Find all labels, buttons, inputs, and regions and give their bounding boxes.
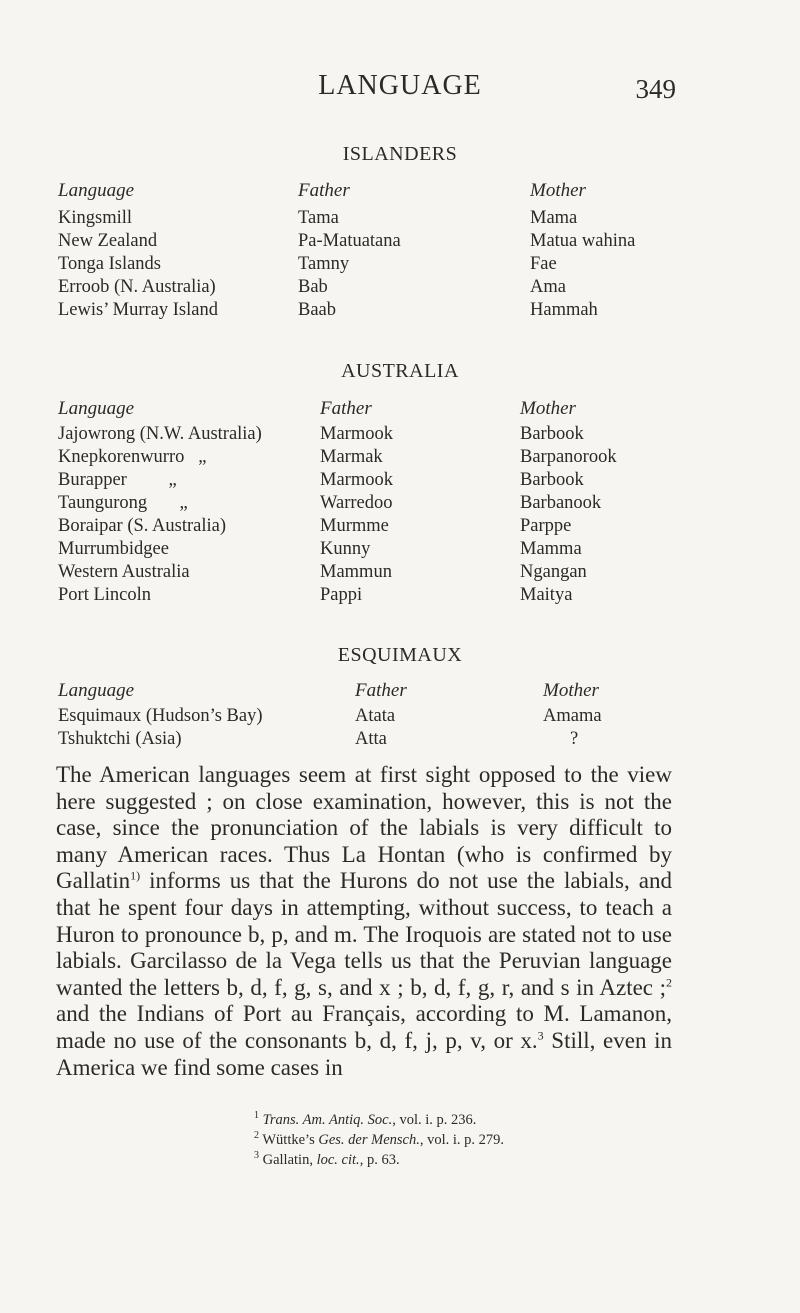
column-head-mother: Mother	[543, 680, 599, 701]
table-row-mother: Barbook	[520, 470, 584, 490]
footnote-text: Gallatin,	[262, 1152, 317, 1168]
table-row-language: Jajowrong (N.W. Australia)	[58, 424, 262, 444]
table-row-father: Tamny	[298, 254, 350, 274]
paragraph	[56, 762, 672, 1081]
table-row-language: Erroob (N. Australia)	[58, 277, 216, 297]
running-title: LANGUAGE	[318, 70, 482, 101]
footnote-number: 1	[254, 1110, 259, 1122]
table-row-father: Atata	[355, 706, 396, 726]
table-row-language: Port Lincoln	[58, 585, 152, 605]
table-row-mother: Barpanorook	[520, 447, 617, 467]
table-row-father: Murmme	[320, 516, 389, 536]
section-title-australia: AUSTRALIA	[341, 360, 459, 382]
column-head-father: Father	[355, 680, 407, 701]
text-run: Still, even in America we find some cases in	[56, 1027, 672, 1080]
table-row-language: Lewis’ Murray Island	[58, 300, 218, 320]
page-header	[0, 70, 800, 110]
column-head-language: Language	[58, 180, 134, 201]
table-row-father: Pappi	[320, 585, 363, 605]
footnote-number: 2	[254, 1130, 259, 1142]
table-row-father: Marmook	[320, 424, 393, 444]
table-row-father: Baab	[298, 300, 337, 320]
column-head-language: Language	[58, 398, 134, 419]
page-number: 349	[635, 74, 676, 104]
footnote-title: loc. cit.	[316, 1152, 360, 1168]
column-head-language: Language	[58, 680, 134, 701]
footnote	[254, 1150, 504, 1170]
table-row-mother: Hammah	[530, 300, 598, 320]
footnote-title: Trans. Am. Antiq. Soc.	[262, 1112, 393, 1128]
footnote-text: Wüttke’s	[262, 1132, 319, 1148]
table-row-language: New Zealand	[58, 231, 158, 251]
table-row-father: Bab	[298, 277, 328, 297]
table-row-father: Kunny	[320, 539, 371, 559]
footnote-ref: 2	[666, 975, 672, 990]
text-run: and the Indians of Port au Français, according to M. Lamanon, made no use of the consonants b, d, f, j, p, v, or x.	[56, 1001, 672, 1053]
section-title-esquimaux: ESQUIMAUX	[337, 644, 463, 666]
table-row-mother: Ama	[530, 277, 566, 297]
table-row-language: Tshuktchi (Asia)	[58, 729, 182, 749]
table-row-father: Marmook	[320, 470, 393, 490]
table-row-father: Pa-Matuatana	[298, 231, 401, 251]
table-row-father: Warredoo	[320, 493, 393, 513]
table-row-language: Boraipar (S. Australia)	[58, 516, 226, 536]
table-row-mother: Matua wahina	[530, 231, 636, 251]
table-row-language: Burapper „	[58, 470, 177, 490]
footnote	[254, 1130, 504, 1150]
table-row-language: Tonga Islands	[58, 254, 162, 274]
table-row-language: Murrumbidgee	[58, 539, 169, 559]
text-run: informs us that the Hurons do not use the labials, and that he spent four days in attempting, without success, to teach a Huron to pronounce b, p, and m. The Iroquois are stated not to use labials. Garcilasso de la Vega tells us that the Peruvian language wanted the letters b, d, f, g, s, and x ; b, d, f, g, r, and s in Aztec ;	[56, 868, 672, 1000]
table-row-mother: Fae	[530, 254, 557, 274]
table-row-language: Knepkorenwurro „	[58, 447, 207, 467]
table-row-mother: Barbook	[520, 424, 584, 444]
table-row-mother: Parppe	[520, 516, 572, 536]
section-title-islanders: ISLANDERS	[342, 143, 458, 165]
column-head-mother: Mother	[530, 180, 586, 201]
table-row-language: Esquimaux (Hudson’s Bay)	[58, 706, 263, 726]
table-row-mother: Ngangan	[520, 562, 587, 582]
table-row-mother: Mamma	[520, 539, 582, 559]
column-head-mother: Mother	[520, 398, 576, 419]
table-row-language: Western Australia	[58, 562, 190, 582]
text-run: The American languages seem at first sight opposed to the view here suggested ; on close examination, however, this is not the case, since the pronunciation of the labials is very difficult to many American races. Thus La Hontan (who is confirmed by Gallatin	[56, 762, 672, 894]
footnote-title: Ges. der Mensch.	[318, 1132, 420, 1148]
footnote-text: , vol. i. p. 236.	[392, 1112, 477, 1128]
column-head-father: Father	[320, 398, 372, 419]
table-row-mother: Maitya	[520, 585, 573, 605]
table-row-language: Kingsmill	[58, 208, 133, 228]
footnotes	[254, 1110, 504, 1170]
table-row-father: Mammun	[320, 562, 392, 582]
footnote-text: , p. 63.	[359, 1152, 400, 1168]
table-row-language: Taungurong „	[58, 493, 188, 513]
column-head-father: Father	[298, 180, 350, 201]
table-row-father: Atta	[355, 729, 387, 749]
table-row-father: Tama	[298, 208, 339, 228]
footnote-ref: 1)	[130, 868, 141, 883]
body-text	[56, 762, 672, 1081]
footnote-number: 3	[254, 1150, 259, 1162]
table-row-mother: Amama	[543, 706, 602, 726]
footnote	[254, 1110, 504, 1130]
table-row-father: Marmak	[320, 447, 383, 467]
table-row-mother: Barbanook	[520, 493, 602, 513]
table-row-mother: Mama	[530, 208, 578, 228]
footnote-ref: 3	[537, 1028, 544, 1043]
table-row-mother: ?	[570, 729, 579, 749]
footnote-text: , vol. i. p. 279.	[419, 1132, 505, 1148]
